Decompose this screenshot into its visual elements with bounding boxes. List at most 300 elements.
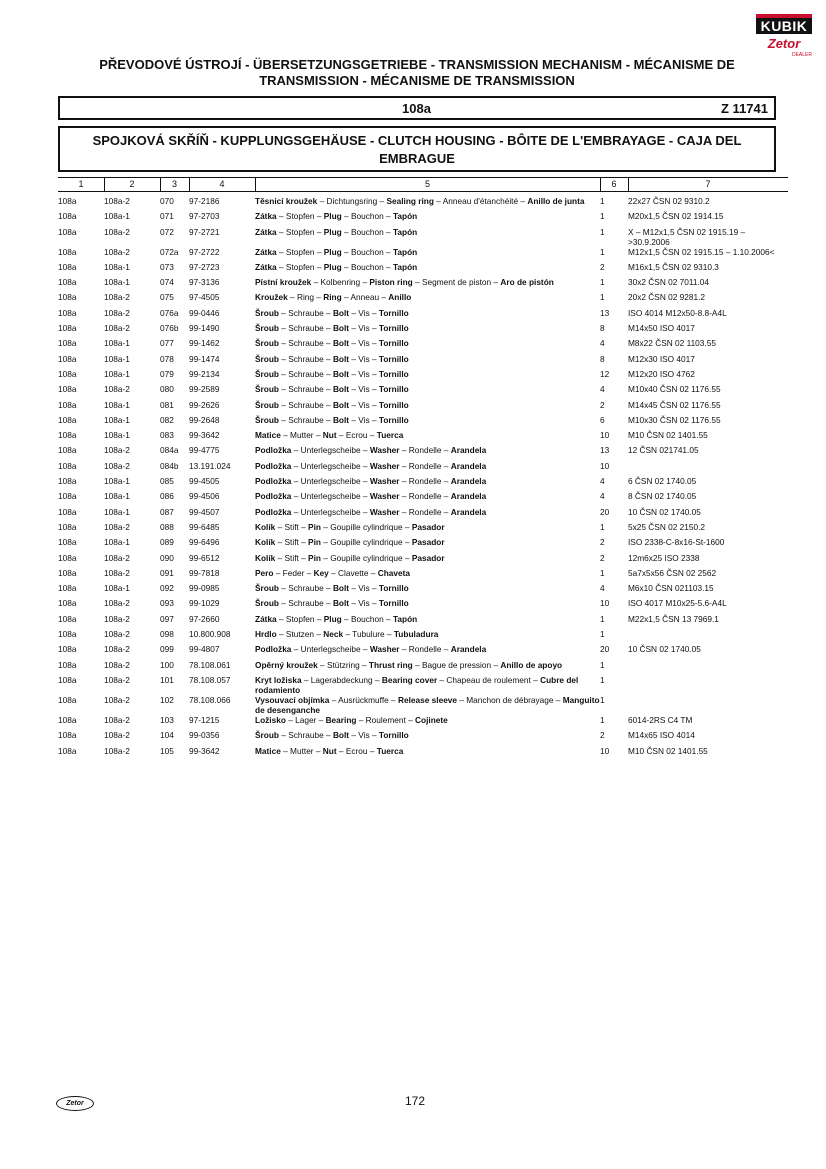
table-row xyxy=(58,196,788,211)
table-row xyxy=(58,522,788,537)
cell-description: Šroub – Schraube – Bolt – Vis – Tornillo xyxy=(255,384,409,395)
cell-subgroup: 108a-2 xyxy=(104,323,130,334)
section-title: SPOJKOVÁ SKŘÍŇ - KUPPLUNGSGEHÄUSE - CLUTCH HOUSING - BÔITE DE L'EMBRAYAGE - CAJA DEL EMBRAGUE xyxy=(58,126,776,172)
column-header-6: 6 xyxy=(611,179,617,189)
cell-subgroup: 108a-2 xyxy=(104,307,130,318)
cell-quantity: 2 xyxy=(600,261,605,272)
cell-quantity: 4 xyxy=(600,338,605,349)
cell-subgroup: 108a-1 xyxy=(104,506,130,517)
cell-group: 108a xyxy=(58,338,77,349)
cell-description: Šroub – Schraube – Bolt – Vis – Tornillo xyxy=(255,730,409,741)
cell-description: Opěrný kroužek – Stützring – Thrust ring – Bague de pression – Anillo de apoyo xyxy=(255,659,563,670)
cell-part-number: 99-4506 xyxy=(189,491,220,502)
cell-quantity: 1 xyxy=(600,226,605,237)
cell-position: 097 xyxy=(160,613,174,624)
cell-position: 078 xyxy=(160,353,174,364)
cell-note xyxy=(628,660,788,675)
table-row xyxy=(58,644,788,659)
cell-part-number: 99-0356 xyxy=(189,730,220,741)
page-number: 172 xyxy=(404,1094,426,1108)
column-header-5: 5 xyxy=(424,179,430,189)
cell-note: M10x30 ČSN 02 1176.55 xyxy=(628,414,721,425)
cell-group: 108a xyxy=(58,694,77,705)
cell-part-number: 97-4505 xyxy=(189,292,220,303)
table-row xyxy=(58,415,788,430)
cell-subgroup: 108a-1 xyxy=(104,353,130,364)
cell-position: 084b xyxy=(160,460,179,471)
cell-quantity: 2 xyxy=(600,537,605,548)
cell-subgroup: 108a-1 xyxy=(104,537,130,548)
cell-group: 108a xyxy=(58,226,77,237)
cell-part-number: 97-2660 xyxy=(189,613,220,624)
cell-part-number: 10.800.908 xyxy=(189,629,231,640)
cell-subgroup: 108a-2 xyxy=(104,714,130,725)
cell-subgroup: 108a-2 xyxy=(104,552,130,563)
cell-part-number: 97-2186 xyxy=(189,196,220,206)
cell-group: 108a xyxy=(58,521,77,532)
cell-note: M8x22 ČSN 02 1103.55 xyxy=(628,338,716,349)
cell-note: M12x20 ISO 4762 xyxy=(628,368,695,379)
cell-subgroup: 108a-1 xyxy=(104,368,130,379)
cell-part-number: 97-2703 xyxy=(189,211,220,222)
cell-note: 12 ČSN 021741.05 xyxy=(628,445,699,456)
cell-description: Podložka – Unterlegscheibe – Washer – Rondelle – Arandela xyxy=(255,506,487,517)
cell-description: Šroub – Schraube – Bolt – Vis – Tornillo xyxy=(255,414,409,425)
cell-note: M12x1,5 ČSN 02 1915.15 – 1.10.2006< xyxy=(628,246,775,257)
parts-table xyxy=(58,196,788,761)
cell-note: 6 ČSN 02 1740.05 xyxy=(628,476,697,487)
cell-quantity: 2 xyxy=(600,399,605,410)
cell-part-number: 99-7818 xyxy=(189,567,220,578)
cell-part-number: 13.191.024 xyxy=(189,460,231,471)
cell-position: 087 xyxy=(160,506,174,517)
table-row xyxy=(58,553,788,568)
cell-subgroup: 108a-2 xyxy=(104,613,130,624)
cell-part-number: 99-0446 xyxy=(189,307,220,318)
cell-part-number: 99-2589 xyxy=(189,384,220,395)
cell-note xyxy=(628,461,788,476)
cell-group: 108a xyxy=(58,353,77,364)
table-row xyxy=(58,461,788,476)
cell-part-number: 99-2648 xyxy=(189,414,220,425)
cell-description: Vysouvací objímka – Ausrückmuffe – Release sleeve – Manchon de débrayage – Manguito de desenganche xyxy=(255,694,600,715)
cell-position: 083 xyxy=(160,430,174,441)
cell-quantity: 10 xyxy=(600,430,610,441)
cell-note xyxy=(628,695,788,715)
cell-quantity: 10 xyxy=(600,598,610,609)
cell-subgroup: 108a-1 xyxy=(104,399,130,410)
cell-description: Kolík – Stift – Pin – Goupille cylindrique – Pasador xyxy=(255,552,445,563)
cell-quantity: 1 xyxy=(600,629,605,640)
cell-subgroup: 108a-1 xyxy=(104,261,130,272)
cell-note xyxy=(628,629,788,644)
cell-group: 108a xyxy=(58,445,77,456)
cell-position: 100 xyxy=(160,659,174,670)
cell-position: 098 xyxy=(160,629,174,640)
cell-note: M10x40 ČSN 02 1176.55 xyxy=(628,384,721,395)
drawing-code: Z 11741 xyxy=(721,101,768,116)
cell-group: 108a xyxy=(58,567,77,578)
cell-subgroup: 108a-1 xyxy=(104,476,130,487)
cell-position: 080 xyxy=(160,384,174,395)
cell-group: 108a xyxy=(58,537,77,548)
table-row xyxy=(58,746,788,761)
cell-group: 108a xyxy=(58,292,77,303)
cell-position: 082 xyxy=(160,414,174,425)
table-row xyxy=(58,614,788,629)
cell-position: 089 xyxy=(160,537,174,548)
cell-quantity: 1 xyxy=(600,714,605,725)
cell-note: 10 ČSN 02 1740.05 xyxy=(628,506,701,517)
cell-group: 108a xyxy=(58,277,77,288)
table-row xyxy=(58,227,788,247)
cell-position: 091 xyxy=(160,567,174,578)
cell-note: 5x25 ČSN 02 2150.2 xyxy=(628,521,706,532)
cell-part-number: 78.108.061 xyxy=(189,659,231,670)
cell-part-number: 99-1490 xyxy=(189,323,220,334)
cell-note: M6x10 ČSN 021103.15 xyxy=(628,583,714,594)
cell-description: Ložisko – Lager – Bearing – Roulement – Cojinete xyxy=(255,714,448,725)
cell-subgroup: 108a-1 xyxy=(104,277,130,288)
table-row xyxy=(58,695,788,715)
cell-group: 108a xyxy=(58,460,77,471)
cell-position: 075 xyxy=(160,292,174,303)
cell-position: 088 xyxy=(160,521,174,532)
column-header-1: 1 xyxy=(78,179,84,189)
cell-quantity: 10 xyxy=(600,745,610,756)
group-box xyxy=(58,96,776,120)
parts-table-body xyxy=(58,196,788,761)
cell-group: 108a xyxy=(58,261,77,272)
cell-note: 10 ČSN 02 1740.05 xyxy=(628,644,701,655)
cell-description: Šroub – Schraube – Bolt – Vis – Tornillo xyxy=(255,399,409,410)
cell-group: 108a xyxy=(58,745,77,756)
table-row xyxy=(58,400,788,415)
cell-group: 108a xyxy=(58,246,77,257)
cell-position: 102 xyxy=(160,694,174,705)
cell-group: 108a xyxy=(58,659,77,670)
cell-description: Šroub – Schraube – Bolt – Vis – Tornillo xyxy=(255,353,409,364)
cell-quantity: 10 xyxy=(600,460,610,471)
cell-note: 22x27 ČSN 02 9310.2 xyxy=(628,196,710,206)
table-row xyxy=(58,308,788,323)
cell-note: M20x1,5 ČSN 02 1914.15 xyxy=(628,211,724,222)
cell-subgroup: 108a-2 xyxy=(104,292,130,303)
cell-group: 108a xyxy=(58,674,77,685)
cell-description: Zátka – Stopfen – Plug – Bouchon – Tapón xyxy=(255,211,418,222)
cell-quantity: 2 xyxy=(600,730,605,741)
cell-position: 079 xyxy=(160,368,174,379)
cell-position: 073 xyxy=(160,261,174,272)
cell-quantity: 1 xyxy=(600,292,605,303)
cell-description: Matice – Mutter – Nut – Ecrou – Tuerca xyxy=(255,745,404,756)
cell-note: ISO 4014 M12x50-8.8-A4L xyxy=(628,307,727,318)
cell-quantity: 1 xyxy=(600,674,605,685)
cell-quantity: 6 xyxy=(600,414,605,425)
zetor-footer-logo: Zetor xyxy=(56,1096,94,1111)
cell-quantity: 1 xyxy=(600,567,605,578)
cell-description: Šroub – Schraube – Bolt – Vis – Tornillo xyxy=(255,323,409,334)
cell-position: 099 xyxy=(160,644,174,655)
cell-group: 108a xyxy=(58,196,77,206)
cell-position: 093 xyxy=(160,598,174,609)
cell-description: Pero – Feder – Key – Clavette – Chaveta xyxy=(255,567,410,578)
cell-subgroup: 108a-2 xyxy=(104,384,130,395)
cell-subgroup: 108a-1 xyxy=(104,211,130,222)
cell-quantity: 2 xyxy=(600,552,605,563)
cell-note: 12m6x25 ISO 2338 xyxy=(628,552,700,563)
cell-quantity: 13 xyxy=(600,307,610,318)
table-row xyxy=(58,384,788,399)
cell-position: 072a xyxy=(160,246,179,257)
cell-note: 8 ČSN 02 1740.05 xyxy=(628,491,697,502)
cell-subgroup: 108a-1 xyxy=(104,414,130,425)
table-row xyxy=(58,730,788,745)
cell-quantity: 8 xyxy=(600,353,605,364)
table-row xyxy=(58,583,788,598)
cell-subgroup: 108a-1 xyxy=(104,338,130,349)
cell-subgroup: 108a-2 xyxy=(104,629,130,640)
cell-position: 085 xyxy=(160,476,174,487)
cell-note: M12x30 ISO 4017 xyxy=(628,353,695,364)
table-row xyxy=(58,323,788,338)
cell-position: 074 xyxy=(160,277,174,288)
cell-part-number: 99-3642 xyxy=(189,745,220,756)
column-header-2: 2 xyxy=(129,179,135,189)
cell-description: Kryt ložiska – Lagerabdeckung – Bearing cover – Chapeau de roulement – Cubre del rodamiento xyxy=(255,674,579,695)
cell-position: 076b xyxy=(160,323,179,334)
table-row xyxy=(58,445,788,460)
cell-part-number: 99-6496 xyxy=(189,537,220,548)
cell-quantity: 1 xyxy=(600,659,605,670)
cell-group: 108a xyxy=(58,384,77,395)
cell-group: 108a xyxy=(58,644,77,655)
cell-group: 108a xyxy=(58,307,77,318)
cell-description: Kolík – Stift – Pin – Goupille cylindrique – Pasador xyxy=(255,521,445,532)
cell-part-number: 97-3136 xyxy=(189,277,220,288)
column-header-row xyxy=(58,177,788,192)
cell-subgroup: 108a-2 xyxy=(104,445,130,456)
cell-part-number: 99-0985 xyxy=(189,583,220,594)
cell-description: Zátka – Stopfen – Plug – Bouchon – Tapón xyxy=(255,246,418,257)
table-row xyxy=(58,476,788,491)
cell-note: M22x1,5 ČSN 13 7969.1 xyxy=(628,613,719,624)
cell-group: 108a xyxy=(58,414,77,425)
cell-quantity: 1 xyxy=(600,694,605,705)
cell-description: Zátka – Stopfen – Plug – Bouchon – Tapón xyxy=(255,226,418,237)
cell-group: 108a xyxy=(58,598,77,609)
cell-part-number: 99-2134 xyxy=(189,368,220,379)
cell-subgroup: 108a-2 xyxy=(104,730,130,741)
cell-description: Podložka – Unterlegscheibe – Washer – Rondelle – Arandela xyxy=(255,476,487,487)
cell-subgroup: 108a-1 xyxy=(104,491,130,502)
cell-position: 092 xyxy=(160,583,174,594)
table-row xyxy=(58,354,788,369)
cell-position: 105 xyxy=(160,745,174,756)
cell-part-number: 99-4505 xyxy=(189,476,220,487)
table-row xyxy=(58,629,788,644)
table-row xyxy=(58,277,788,292)
column-header-3: 3 xyxy=(171,179,177,189)
table-row xyxy=(58,598,788,613)
cell-position: 103 xyxy=(160,714,174,725)
cell-description: Šroub – Schraube – Bolt – Vis – Tornillo xyxy=(255,583,409,594)
cell-part-number: 99-2626 xyxy=(189,399,220,410)
cell-quantity: 1 xyxy=(600,277,605,288)
cell-position: 076a xyxy=(160,307,179,318)
table-row xyxy=(58,369,788,384)
column-header-4: 4 xyxy=(219,179,225,189)
cell-description: Podložka – Unterlegscheibe – Washer – Rondelle – Arandela xyxy=(255,445,487,456)
cell-note: X – M12x1,5 ČSN 02 1915.19 – >30.9.2006 xyxy=(628,226,746,247)
cell-note: ISO 4017 M10x25-5.6-A4L xyxy=(628,598,727,609)
cell-subgroup: 108a-1 xyxy=(104,430,130,441)
cell-description: Podložka – Unterlegscheibe – Washer – Rondelle – Arandela xyxy=(255,460,487,471)
table-row xyxy=(58,715,788,730)
cell-part-number: 99-1474 xyxy=(189,353,220,364)
cell-quantity: 20 xyxy=(600,644,610,655)
cell-note: M14x65 ISO 4014 xyxy=(628,730,695,741)
cell-part-number: 78.108.057 xyxy=(189,674,231,685)
cell-note: M14x50 ISO 4017 xyxy=(628,323,695,334)
table-row xyxy=(58,568,788,583)
cell-position: 090 xyxy=(160,552,174,563)
cell-note: M14x45 ČSN 02 1176.55 xyxy=(628,399,721,410)
cell-description: Pístní kroužek – Kolbenring – Piston ring – Segment de piston – Aro de pistón xyxy=(255,277,554,288)
cell-description: Zátka – Stopfen – Plug – Bouchon – Tapón xyxy=(255,261,418,272)
cell-group: 108a xyxy=(58,730,77,741)
cell-note: M10 ČSN 02 1401.55 xyxy=(628,430,708,441)
cell-description: Kolík – Stift – Pin – Goupille cylindrique – Pasador xyxy=(255,537,445,548)
cell-subgroup: 108a-1 xyxy=(104,583,130,594)
cell-position: 071 xyxy=(160,211,174,222)
cell-description: Podložka – Unterlegscheibe – Washer – Rondelle – Arandela xyxy=(255,491,487,502)
cell-quantity: 4 xyxy=(600,583,605,594)
table-row xyxy=(58,430,788,445)
cell-quantity: 1 xyxy=(600,613,605,624)
cell-position: 081 xyxy=(160,399,174,410)
cell-quantity: 8 xyxy=(600,323,605,334)
logo-zetor-text: Zetor xyxy=(767,36,801,51)
cell-subgroup: 108a-2 xyxy=(104,659,130,670)
table-row xyxy=(58,292,788,307)
cell-subgroup: 108a-2 xyxy=(104,521,130,532)
kubik-zetor-logo xyxy=(756,14,812,62)
cell-subgroup: 108a-2 xyxy=(104,460,130,471)
cell-subgroup: 108a-2 xyxy=(104,567,130,578)
table-row xyxy=(58,507,788,522)
cell-group: 108a xyxy=(58,430,77,441)
cell-group: 108a xyxy=(58,491,77,502)
group-number: 108a xyxy=(402,101,431,116)
cell-description: Šroub – Schraube – Bolt – Vis – Tornillo xyxy=(255,338,409,349)
cell-part-number: 99-6512 xyxy=(189,552,220,563)
cell-part-number: 99-4775 xyxy=(189,445,220,456)
cell-note: 30x2 ČSN 02 7011.04 xyxy=(628,277,710,288)
cell-quantity: 1 xyxy=(600,211,605,222)
cell-quantity: 12 xyxy=(600,368,610,379)
table-row xyxy=(58,338,788,353)
cell-quantity: 13 xyxy=(600,445,610,456)
cell-subgroup: 108a-2 xyxy=(104,674,130,685)
cell-note: 5a7x5x56 ČSN 02 2562 xyxy=(628,567,717,578)
cell-part-number: 99-3642 xyxy=(189,430,220,441)
table-row xyxy=(58,537,788,552)
cell-position: 077 xyxy=(160,338,174,349)
cell-part-number: 99-1029 xyxy=(189,598,220,609)
cell-note: ISO 2338-C-8x16-St-1600 xyxy=(628,537,725,548)
cell-description: Šroub – Schraube – Bolt – Vis – Tornillo xyxy=(255,598,409,609)
table-row xyxy=(58,660,788,675)
table-row xyxy=(58,211,788,226)
cell-position: 101 xyxy=(160,674,174,685)
cell-group: 108a xyxy=(58,211,77,222)
cell-description: Zátka – Stopfen – Plug – Bouchon – Tapón xyxy=(255,613,418,624)
cell-group: 108a xyxy=(58,476,77,487)
cell-group: 108a xyxy=(58,583,77,594)
page-title: PŘEVODOVÉ ÚSTROJÍ - ÜBERSETZUNGSGETRIEBE - TRANSMISSION MECHANISM - MÉCANISME DE TRANSMISSION - MÉCANISME DE TRANSMISSION xyxy=(99,57,735,88)
cell-part-number: 99-1462 xyxy=(189,338,220,349)
cell-quantity: 4 xyxy=(600,476,605,487)
logo-dealer-text: DEALER xyxy=(791,52,812,58)
cell-description: Těsnicí kroužek – Dichtungsring – Sealing ring – Anneau d'étanchéité – Anillo de junta xyxy=(255,196,585,206)
cell-subgroup: 108a-2 xyxy=(104,694,130,705)
cell-part-number: 99-6485 xyxy=(189,521,220,532)
cell-subgroup: 108a-2 xyxy=(104,246,130,257)
logo-kubik-text: KUBIK xyxy=(756,14,812,34)
cell-subgroup: 108a-2 xyxy=(104,598,130,609)
cell-group: 108a xyxy=(58,629,77,640)
cell-group: 108a xyxy=(58,506,77,517)
cell-position: 086 xyxy=(160,491,174,502)
cell-description: Šroub – Schraube – Bolt – Vis – Tornillo xyxy=(255,307,409,318)
cell-subgroup: 108a-2 xyxy=(104,745,130,756)
cell-group: 108a xyxy=(58,368,77,379)
column-header-7: 7 xyxy=(705,179,711,189)
cell-quantity: 1 xyxy=(600,246,605,257)
cell-position: 084a xyxy=(160,445,179,456)
cell-description: Kroužek – Ring – Ring – Anneau – Anillo xyxy=(255,292,412,303)
cell-description: Hrdlo – Stutzen – Neck – Tubulure – Tubuladura xyxy=(255,629,439,640)
cell-part-number: 78.108.066 xyxy=(189,694,231,705)
cell-group: 108a xyxy=(58,613,77,624)
table-row xyxy=(58,262,788,277)
cell-part-number: 97-2723 xyxy=(189,261,220,272)
cell-description: Matice – Mutter – Nut – Ecrou – Tuerca xyxy=(255,430,404,441)
cell-quantity: 1 xyxy=(600,196,605,206)
table-row xyxy=(58,491,788,506)
cell-group: 108a xyxy=(58,552,77,563)
cell-part-number: 97-1215 xyxy=(189,714,220,725)
cell-subgroup: 108a-2 xyxy=(104,644,130,655)
cell-description: Podložka – Unterlegscheibe – Washer – Rondelle – Arandela xyxy=(255,644,487,655)
cell-note: M10 ČSN 02 1401.55 xyxy=(628,745,708,756)
cell-part-number: 99-4807 xyxy=(189,644,220,655)
cell-part-number: 97-2722 xyxy=(189,246,220,257)
cell-quantity: 4 xyxy=(600,384,605,395)
cell-note: 20x2 ČSN 02 9281.2 xyxy=(628,292,706,303)
cell-part-number: 99-4507 xyxy=(189,506,220,517)
cell-note: 6014-2RS C4 TM xyxy=(628,714,693,725)
cell-quantity: 1 xyxy=(600,521,605,532)
cell-group: 108a xyxy=(58,714,77,725)
table-row xyxy=(58,675,788,695)
cell-quantity: 20 xyxy=(600,506,610,517)
cell-subgroup: 108a-2 xyxy=(104,226,130,237)
cell-position: 104 xyxy=(160,730,174,741)
cell-description: Šroub – Schraube – Bolt – Vis – Tornillo xyxy=(255,368,409,379)
cell-position: 070 xyxy=(160,196,174,206)
